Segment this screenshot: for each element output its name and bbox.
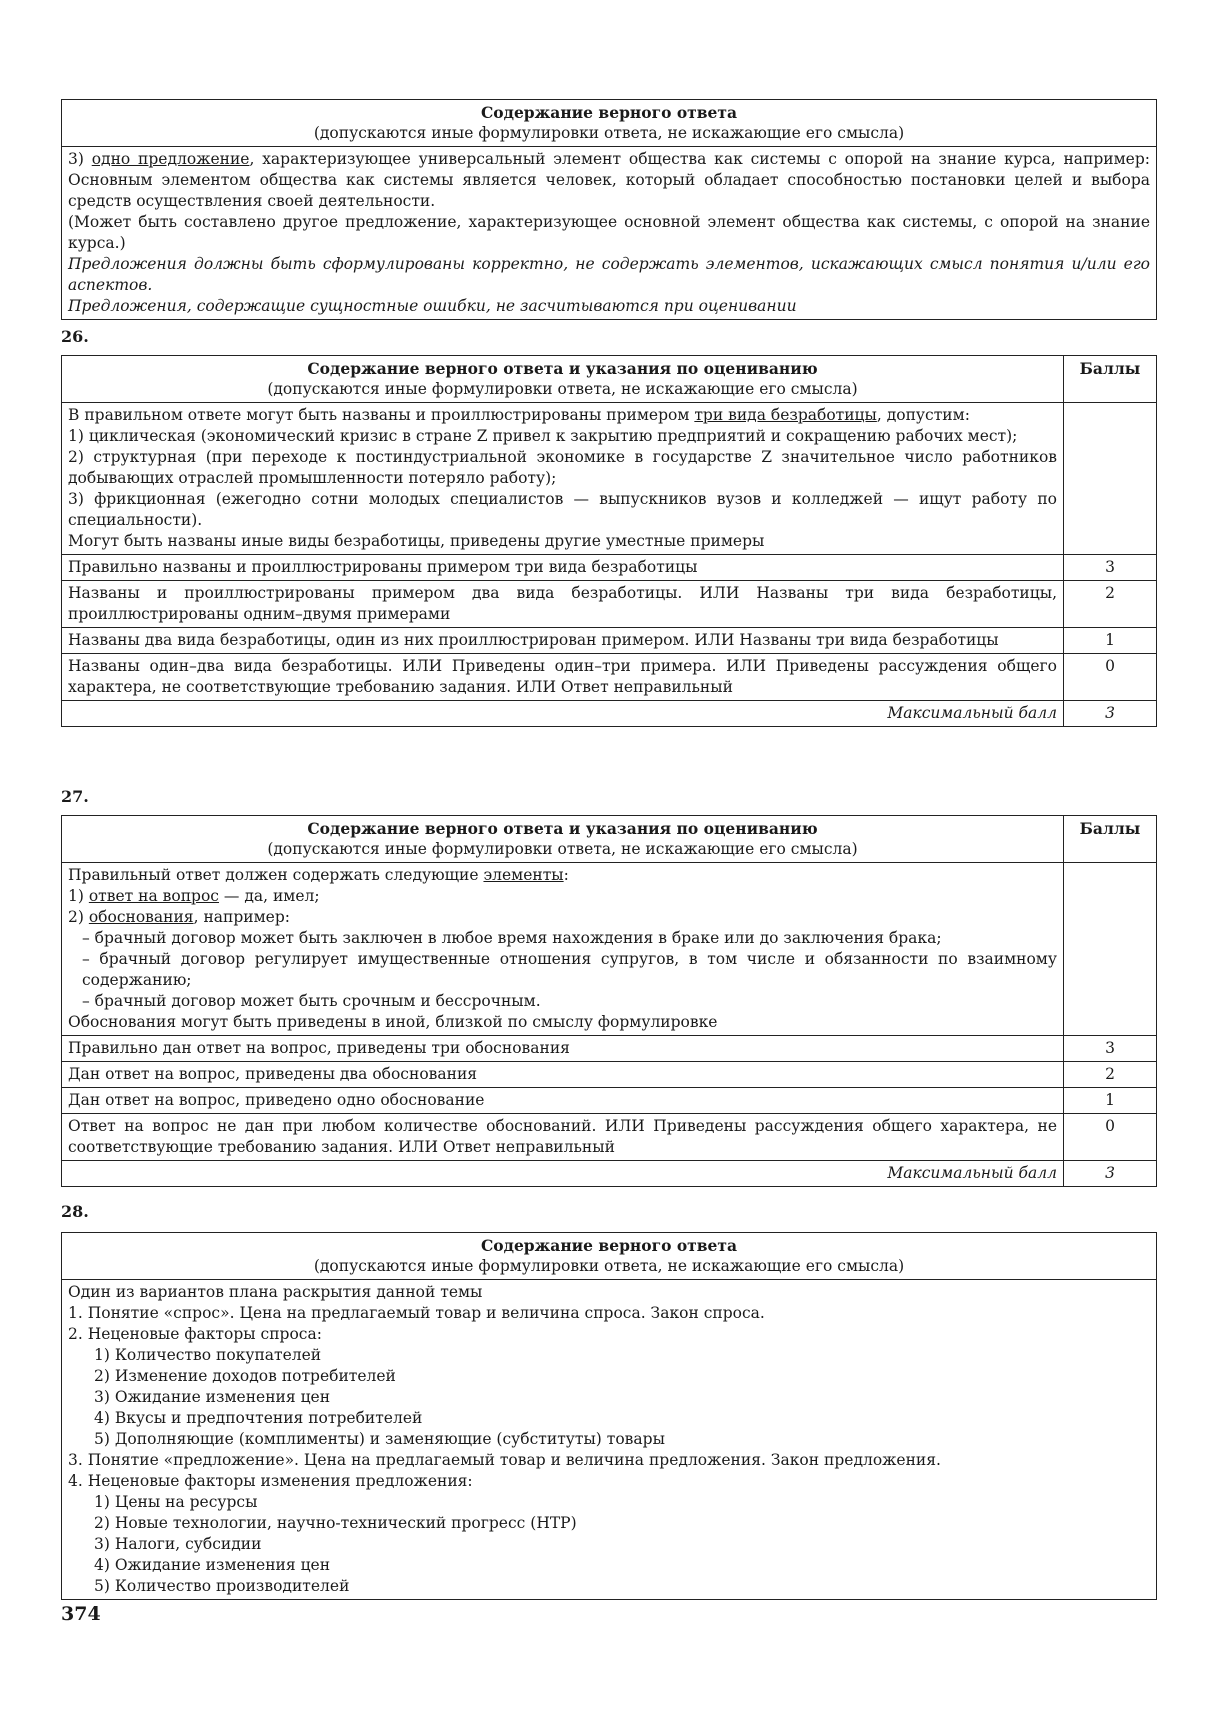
plan-content bbox=[62, 1280, 1157, 1600]
header-title: Содержание верного ответа bbox=[480, 103, 738, 122]
plan-subpoint: 1) Цены на ресурсы bbox=[94, 1493, 258, 1511]
list-item: 3) фрикционная (ежегодно сотни молодых специалистов — выпускников вузов и колледжей — ищут работу по специальности). bbox=[68, 490, 1057, 529]
plan-intro: Один из вариантов плана раскрытия данной темы bbox=[68, 1283, 483, 1301]
answer-block-25 bbox=[61, 99, 1157, 320]
plan-point: 3. Понятие «предложение». Цена на предлагаемый товар и величина предложения. Закон предложения. bbox=[68, 1451, 941, 1469]
text: В правильном ответе могут быть названы и проиллюстрированы примером bbox=[68, 406, 695, 424]
underlined-term: одно предложение bbox=[91, 150, 250, 168]
plan-subpoint: 2) Изменение доходов потребителей bbox=[94, 1367, 396, 1385]
criterion-points: 0 bbox=[1064, 654, 1157, 701]
criterion-points: 2 bbox=[1064, 1062, 1157, 1088]
table-header bbox=[62, 816, 1064, 863]
criterion-points: 1 bbox=[1064, 1088, 1157, 1114]
plan-subpoint: 5) Дополняющие (комплименты) и заменяющие (субституты) товары bbox=[94, 1430, 665, 1448]
text: — да, имел; bbox=[218, 887, 320, 905]
criterion-points: 2 bbox=[1064, 581, 1157, 628]
italic-note: Предложения, содержащие сущностные ошибки, не засчитываются при оценивании bbox=[68, 297, 797, 315]
answer-table-25 bbox=[61, 99, 1157, 320]
criterion-text: Названы два вида безработицы, один из них проиллюстрирован примером. ИЛИ Названы три вида безработицы bbox=[62, 628, 1064, 654]
plan-subpoint: 5) Количество производителей bbox=[94, 1577, 350, 1595]
underlined-term: ответ на вопрос bbox=[88, 887, 219, 905]
justification-item: – брачный договор может быть заключен в любое время нахождения в браке или до заключения брака; bbox=[82, 929, 942, 947]
criterion-text: Дан ответ на вопрос, приведены два обоснования bbox=[62, 1062, 1064, 1088]
text: 1) bbox=[68, 887, 89, 905]
max-score-label: Максимальный балл bbox=[62, 701, 1064, 727]
note: Могут быть названы иные виды безработицы, приведены другие уместные примеры bbox=[68, 532, 765, 550]
underlined-term: обоснования bbox=[88, 908, 194, 926]
plan-subpoint: 2) Новые технологии, научно-технический прогресс (НТР) bbox=[94, 1514, 577, 1532]
list-item: 1) циклическая (экономический кризис в стране Z привел к закрытию предприятий и сокращению рабочих мест); bbox=[68, 427, 1018, 445]
header-subtitle: (допускаются иные формулировки ответа, не искажающие его смысла) bbox=[313, 124, 905, 142]
underlined-term: элементы bbox=[483, 866, 564, 884]
points-cell bbox=[1064, 403, 1157, 555]
table-header bbox=[62, 100, 1157, 147]
answer-table-28 bbox=[61, 1232, 1157, 1600]
criterion-points: 3 bbox=[1064, 1036, 1157, 1062]
note: (Может быть составлено другое предложение, характеризующее основной элемент общества как системы, с опорой на знание курса.) bbox=[68, 213, 1150, 252]
text: , например: bbox=[193, 908, 290, 926]
criterion-text: Дан ответ на вопрос, приведено одно обоснование bbox=[62, 1088, 1064, 1114]
points-header-label: Баллы bbox=[1079, 819, 1141, 838]
header-title: Содержание верного ответа bbox=[480, 1236, 738, 1255]
plan-subpoint: 3) Ожидание изменения цен bbox=[94, 1388, 331, 1406]
justification-item: – брачный договор может быть срочным и бессрочным. bbox=[82, 992, 541, 1010]
underlined-term: три вида безработицы bbox=[694, 406, 877, 424]
answer-block-27 bbox=[61, 815, 1157, 1187]
question-number-26: 26. bbox=[61, 327, 89, 346]
criterion-points: 1 bbox=[1064, 628, 1157, 654]
header-title: Содержание верного ответа и указания по оцениванию bbox=[307, 819, 818, 838]
text: : bbox=[563, 866, 569, 884]
plan-subpoint: 4) Вкусы и предпочтения потребителей bbox=[94, 1409, 423, 1427]
criterion-text: Ответ на вопрос не дан при любом количестве обоснований. ИЛИ Приведены рассуждения общего характера, не соответствующие требованию задания. ИЛИ Ответ неправильный bbox=[62, 1114, 1064, 1161]
text: 3) bbox=[68, 150, 92, 168]
header-subtitle: (допускаются иные формулировки ответа, не искажающие его смысла) bbox=[267, 840, 858, 858]
plan-point: 1. Понятие «спрос». Цена на предлагаемый товар и величина спроса. Закон спроса. bbox=[68, 1304, 765, 1322]
plan-point: 2. Неценовые факторы спроса: bbox=[68, 1325, 322, 1343]
text: , допустим: bbox=[876, 406, 970, 424]
max-score-value: 3 bbox=[1064, 701, 1157, 727]
italic-note: Предложения должны быть сформулированы корректно, не содержать элементов, искажающих смысл понятия и/или его аспектов. bbox=[68, 255, 1150, 294]
list-item bbox=[68, 907, 1057, 928]
table-header bbox=[62, 1233, 1157, 1280]
header-title: Содержание верного ответа и указания по оцениванию bbox=[307, 359, 818, 378]
plan-subpoint: 1) Количество покупателей bbox=[94, 1346, 322, 1364]
header-subtitle: (допускаются иные формулировки ответа, не искажающие его смысла) bbox=[267, 380, 858, 398]
points-cell bbox=[1064, 863, 1157, 1036]
points-header bbox=[1064, 816, 1157, 863]
grading-table-26 bbox=[61, 355, 1157, 727]
justification-item: – брачный договор регулирует имущественные отношения супругов, в том числе и обязанности по взаимному содержанию; bbox=[82, 950, 1057, 989]
list-item bbox=[68, 886, 1057, 907]
criterion-text: Правильно названы и проиллюстрированы примером три вида безработицы bbox=[62, 555, 1064, 581]
answer-block-28 bbox=[61, 1232, 1157, 1600]
plan-point: 4. Неценовые факторы изменения предложения: bbox=[68, 1472, 473, 1490]
max-score-label: Максимальный балл bbox=[62, 1161, 1064, 1187]
answer-content bbox=[62, 403, 1064, 555]
points-header-label: Баллы bbox=[1079, 359, 1141, 378]
grading-table-27 bbox=[61, 815, 1157, 1187]
points-header bbox=[1064, 356, 1157, 403]
max-score-value: 3 bbox=[1064, 1161, 1157, 1187]
list-item: 2) структурная (при переходе к постиндустриальной экономике в государстве Z значительное число работников добывающих отраслей промышленности потеряло работу); bbox=[68, 448, 1057, 487]
criterion-text: Названы один–два вида безработицы. ИЛИ Приведены один–три примера. ИЛИ Приведены рассуждения общего характера, не соответствующие требованию задания. ИЛИ Ответ неправильный bbox=[62, 654, 1064, 701]
question-number-28: 28. bbox=[61, 1202, 89, 1221]
answer-block-26 bbox=[61, 355, 1157, 727]
header-subtitle: (допускаются иные формулировки ответа, не искажающие его смысла) bbox=[313, 1257, 905, 1275]
criterion-text: Правильно дан ответ на вопрос, приведены три обоснования bbox=[62, 1036, 1064, 1062]
criterion-points: 3 bbox=[1064, 555, 1157, 581]
page-number: 374 bbox=[61, 1603, 101, 1625]
criterion-points: 0 bbox=[1064, 1114, 1157, 1161]
text: Правильный ответ должен содержать следующие bbox=[68, 866, 484, 884]
note: Обоснования могут быть приведены в иной, близкой по смыслу формулировке bbox=[68, 1013, 718, 1031]
answer-content bbox=[62, 147, 1157, 320]
plan-subpoint: 4) Ожидание изменения цен bbox=[94, 1556, 331, 1574]
text: , характеризующее универсальный элемент общества как системы с опорой на знание курса, например: Основным элементом общества как системы является человек, который обладает способностью постановки целей и выбора средств осуществления своей деятельности. bbox=[68, 150, 1150, 210]
question-number-27: 27. bbox=[61, 787, 89, 806]
answer-content bbox=[62, 863, 1064, 1036]
criterion-text: Названы и проиллюстрированы примером два вида безработицы. ИЛИ Названы три вида безработицы, проиллюстрированы одним–двумя примерами bbox=[62, 581, 1064, 628]
table-header bbox=[62, 356, 1064, 403]
plan-subpoint: 3) Налоги, субсидии bbox=[94, 1535, 262, 1553]
text: 2) bbox=[68, 908, 89, 926]
